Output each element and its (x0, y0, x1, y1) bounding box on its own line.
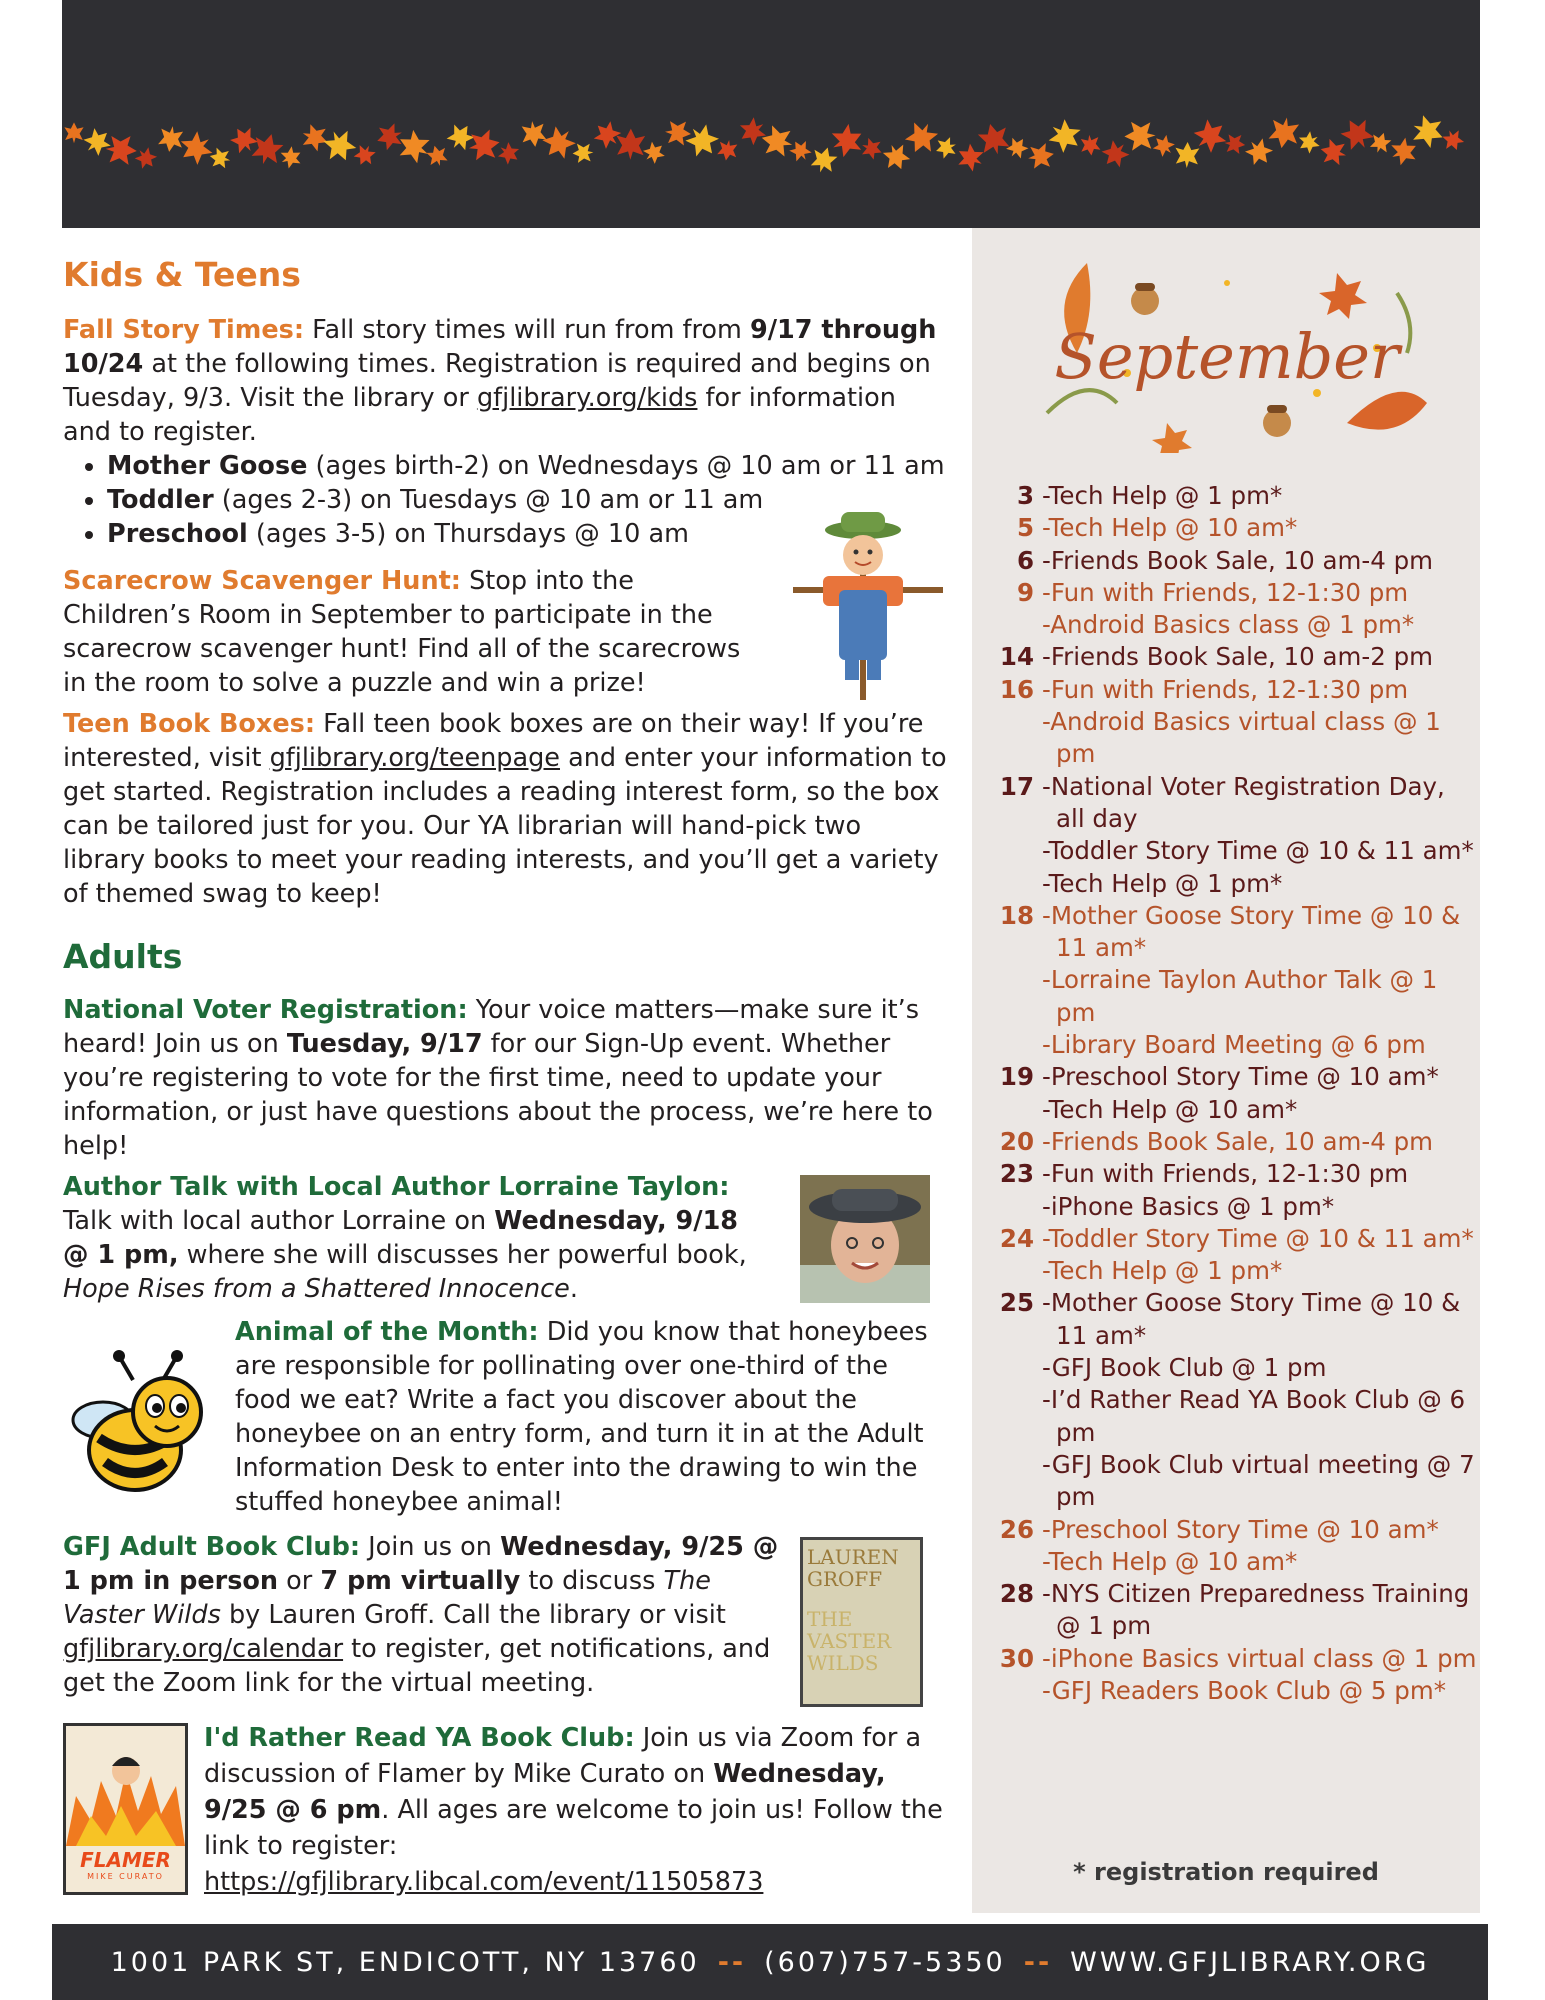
calendar-event: -I’d Rather Read YA Book Club @ 6 pm (1042, 1385, 1466, 1447)
leaf-icon (682, 120, 724, 162)
leaf-icon (299, 122, 332, 153)
calendar-day-number: 9 (1016, 577, 1034, 607)
leaf-icon (809, 144, 840, 176)
leaf-icon (132, 144, 160, 172)
calendar-event: -Tech Help @ 1 pm* (1042, 1256, 1283, 1286)
list-item: • Mother Goose (ages birth-2) on Wednesdays @ 10 am or 11 am (107, 449, 977, 483)
leaf-icon (1044, 115, 1086, 157)
leaf-icon (1223, 133, 1246, 154)
calendar-day (972, 1578, 1480, 1643)
calendar-day (972, 674, 1480, 771)
calendar-day-number: 16 (999, 674, 1034, 704)
calendar-event: -Fun with Friends, 12-1:30 pm (1042, 577, 1409, 607)
ya-registration-link[interactable]: https://gfjlibrary.libcal.com/event/11505873 (204, 1867, 764, 1897)
calendar-event: -Tech Help @ 10 am* (1042, 513, 1298, 543)
footer-bar (52, 1924, 1488, 2000)
leaf-icon (1387, 135, 1421, 168)
leaf-icon (664, 120, 692, 146)
leaf-icon (538, 122, 580, 164)
author-talk-paragraph: Author Talk with Local Author Lorraine Taylon: Talk with local author Lorraine on Wednesday, 9/18 @ 1 pm, where she will discusses her powerful book, Hope Rises from a Shattered Innocence. (63, 1172, 747, 1304)
calendar-event: -NYS Citizen Preparedness Training @ 1 pm (1042, 1579, 1470, 1641)
calendar-day (972, 1061, 1480, 1126)
september-title-art (1017, 253, 1437, 453)
leaf-icon (1098, 137, 1133, 172)
calendar-event: -Android Basics virtual class @ 1 pm (1042, 707, 1441, 769)
leaf-icon (953, 141, 987, 175)
calendar-day-number: 20 (999, 1126, 1034, 1156)
calendar-event: -Toddler Story Time @ 10 & 11 am* (1042, 836, 1474, 866)
flamer-cover-art (66, 1726, 185, 1846)
september-title: September (1054, 320, 1400, 393)
calendar-day (972, 1158, 1480, 1223)
leaf-icon (249, 130, 285, 168)
animal-of-month-paragraph: Animal of the Month: Did you know that honeybees are responsible for pollinating over one-third of the food we eat? Write a fact you discover about the honeybee on an entry form, and turn it in at the Adult Information Desk to enter into the drawing to win the stuffed honeybee animal! (235, 1317, 928, 1517)
calendar-event: -Preschool Story Time @ 10 am* (1042, 1514, 1439, 1544)
calendar-day-number: 6 (1016, 545, 1034, 575)
leaf-icon (1440, 127, 1465, 153)
list-item: • Toddler (ages 2-3) on Tuesdays @ 10 am or 11 am (107, 483, 977, 517)
calendar-day-number: 30 (999, 1643, 1034, 1673)
calendar-day-number: 14 (999, 642, 1034, 672)
kids-page-link[interactable]: gfjlibrary.org/kids (476, 383, 698, 413)
leaf-icon (495, 140, 523, 168)
calendar-event: -Lorraine Taylon Author Talk @ 1 pm (1042, 965, 1438, 1027)
leaf-icon (827, 121, 868, 161)
leaf-icon (1295, 129, 1323, 156)
calendar-day (972, 1126, 1480, 1158)
calendar-day-number: 17 (999, 771, 1034, 801)
fall-story-times-paragraph: Fall Story Times: Fall story times will run from from 9/17 through 10/24 at the following times. Registration is required and begins on Tuesday, 9/3. Visit the library or gfjlibrary.org/kids for information and to register. (63, 315, 937, 447)
calendar-event: -Fun with Friends, 12-1:30 pm (1042, 1159, 1409, 1189)
leaf-icon (320, 126, 359, 166)
leaf-icon (105, 134, 138, 165)
calendar-day-number: 24 (999, 1223, 1034, 1253)
header-banner (62, 0, 1480, 228)
calendar-event: -GFJ Book Club @ 1 pm (1042, 1353, 1327, 1383)
registration-note: * registration required (1073, 1858, 1379, 1886)
calendar-day (972, 512, 1480, 544)
leaf-icon (1337, 113, 1377, 154)
leaf-icon (520, 120, 547, 149)
calendar-day (972, 771, 1480, 900)
leaf-icon (157, 124, 184, 153)
calendar-day-number: 23 (999, 1159, 1034, 1189)
calendar-event: -Toddler Story Time @ 10 & 11 am* (1042, 1223, 1474, 1253)
calendar-event: -Preschool Story Time @ 10 am* (1042, 1062, 1439, 1092)
calendar-day (972, 1223, 1480, 1288)
calendar-day-number: 25 (999, 1288, 1034, 1318)
leaf-icon (1267, 115, 1301, 151)
footer-phone: (607)757-5350 (764, 1946, 1006, 1978)
footer-separator: -- (717, 1946, 747, 1978)
calendar-day (972, 1514, 1480, 1579)
calendar-event: -Tech Help @ 10 am* (1042, 1094, 1298, 1124)
calendar-event: -iPhone Basics @ 1 pm* (1042, 1191, 1335, 1221)
leaf-icon (373, 121, 405, 152)
leaf-icon (572, 143, 594, 163)
leaf-icon (787, 137, 814, 165)
calendar-day-number: 18 (999, 900, 1034, 930)
leaf-icon (859, 136, 885, 161)
calendar-event: -Mother Goose Story Time @ 10 & 11 am* (1042, 900, 1461, 963)
ya-book-club-paragraph: I'd Rather Read YA Book Club: Join us via Zoom for a discussion of Flamer by Mike Curato on Wednesday, 9/25 @ 6 pm. All ages are welcome to join us! Follow the link to register: https://gfjlibrary.libcal.com/event/11505873 (204, 1723, 943, 1897)
leaf-icon (735, 114, 770, 148)
footer-address: 1001 PARK ST, ENDICOTT, NY 13760 (110, 1946, 700, 1978)
calendar-day (972, 577, 1480, 642)
leaf-icon (759, 124, 796, 159)
leaf-icon (352, 142, 378, 169)
calendar-event: -National Voter Registration Day, all day (1042, 771, 1445, 833)
calendar-event: -iPhone Basics virtual class @ 1 pm (1042, 1643, 1477, 1673)
calendar-day-number: 26 (999, 1514, 1034, 1544)
leaf-icon (425, 143, 449, 168)
leaf-icon (1080, 134, 1101, 157)
leaf-icon (589, 117, 624, 152)
calendar-event: -Mother Goose Story Time @ 10 & 11 am* (1042, 1288, 1461, 1350)
calendar-event: -Tech Help @ 10 am* (1042, 1546, 1298, 1576)
calendar-event: -Tech Help @ 1 pm* (1042, 481, 1283, 510)
calendar-event: -Fun with Friends, 12-1:30 pm (1042, 674, 1409, 704)
calendar-day (972, 1643, 1480, 1708)
calendar-day-number: 5 (1016, 513, 1034, 543)
leaf-icon (1026, 142, 1056, 170)
teen-page-link[interactable]: gfjlibrary.org/teenpage (269, 743, 560, 773)
autumn-leaves-garland (62, 112, 1480, 180)
calendar-event: -Library Board Meeting @ 6 pm (1042, 1030, 1426, 1060)
leaf-icon (902, 118, 941, 158)
leaf-icon (933, 135, 959, 160)
calendar-day-number: 19 (999, 1062, 1034, 1092)
author-photo (800, 1175, 930, 1303)
leaf-icon (1004, 134, 1031, 162)
calendar-event: -Android Basics class @ 1 pm* (1042, 610, 1415, 640)
footer-website[interactable]: WWW.GFJLIBRARY.ORG (1070, 1946, 1430, 1978)
calendar-event: -Friends Book Sale, 10 am-4 pm (1042, 1126, 1433, 1156)
calendar-day (972, 641, 1480, 673)
scarecrow-illustration (783, 510, 953, 705)
leaf-icon (1175, 142, 1200, 169)
calendar-event: -GFJ Book Club virtual meeting @ 7 pm (1042, 1449, 1475, 1512)
leaf-icon (1368, 130, 1393, 156)
voter-registration-paragraph: National Voter Registration: Your voice matters—make sure it’s heard! Join us on Tuesday, 9/17 for our Sign-Up event. Whether you’re registering to vote for the first time, need to update your information, or just have questions about the process, we’re here to help! (63, 995, 933, 1161)
flamer-book-cover: FLAMER MIKE CURATO (63, 1723, 188, 1895)
teen-book-boxes-paragraph: Teen Book Boxes: Fall teen book boxes are on their way! If you’re interested, visit gfjlibrary.org/teenpage and enter your information to get started. Registration includes a reading interest form, so the box can be tailored just for you. Our YA librarian will hand-pick two library books to meet your reading interests, and you’ll get a variety of themed swag to keep! (63, 709, 947, 909)
leaf-icon (640, 138, 668, 166)
bee-icon (63, 1350, 213, 1500)
calendar-link[interactable]: gfjlibrary.org/calendar (63, 1634, 344, 1664)
kids-teens-heading: Kids & Teens (63, 255, 301, 294)
scarecrow-hunt-paragraph: Scarecrow Scavenger Hunt: Stop into the Children’s Room in September to participate in the scarecrow scavenger hunt! Find all of the scarecrows in the room to solve a puzzle and win a prize! (63, 566, 741, 698)
leaf-icon (208, 147, 232, 170)
adults-heading: Adults (63, 937, 183, 976)
adult-book-club-paragraph: GFJ Adult Book Club: Join us on Wednesday, 9/25 @ 1 pm in person or 7 pm virtually to discuss The Vaster Wilds by Lauren Groff. Call the library or visit gfjlibrary.org/calendar to register, get notifications, and get the Zoom link for the virtual meeting. (63, 1532, 779, 1698)
leaf-icon (1408, 112, 1448, 150)
calendar-event: -Tech Help @ 1 pm* (1042, 868, 1283, 898)
leaf-icon (1124, 121, 1156, 151)
leaf-icon (393, 127, 434, 167)
calendar-day (972, 545, 1480, 577)
calendar-day (972, 1287, 1480, 1513)
calendar-event: -Friends Book Sale, 10 am-4 pm (1042, 545, 1433, 575)
calendar-list (972, 480, 1480, 1707)
calendar-day (972, 900, 1480, 1061)
list-item: • Preschool (ages 3-5) on Thursdays @ 10 am (107, 517, 977, 551)
leaf-icon (1242, 135, 1277, 170)
fall-story-times-lead: Fall Story Times: (63, 315, 305, 345)
vaster-wilds-book-cover: LAUREN GROFF THE VASTER WILDS (800, 1537, 923, 1707)
leaf-icon (716, 138, 738, 162)
calendar-event: -Friends Book Sale, 10 am-2 pm (1042, 642, 1433, 672)
calendar-day-number: 3 (1016, 481, 1034, 510)
leaf-icon (64, 122, 83, 143)
september-calendar-sidebar (972, 228, 1480, 1913)
calendar-day-number: 28 (999, 1579, 1034, 1609)
leaf-icon (277, 144, 304, 171)
calendar-event: -GFJ Readers Book Club @ 5 pm* (1042, 1675, 1446, 1705)
footer-separator: -- (1023, 1946, 1053, 1978)
leaf-icon (1318, 137, 1349, 167)
leaf-icon (880, 141, 912, 174)
leaf-icon (80, 124, 115, 159)
leaf-icon (466, 128, 502, 162)
calendar-day (972, 480, 1480, 512)
